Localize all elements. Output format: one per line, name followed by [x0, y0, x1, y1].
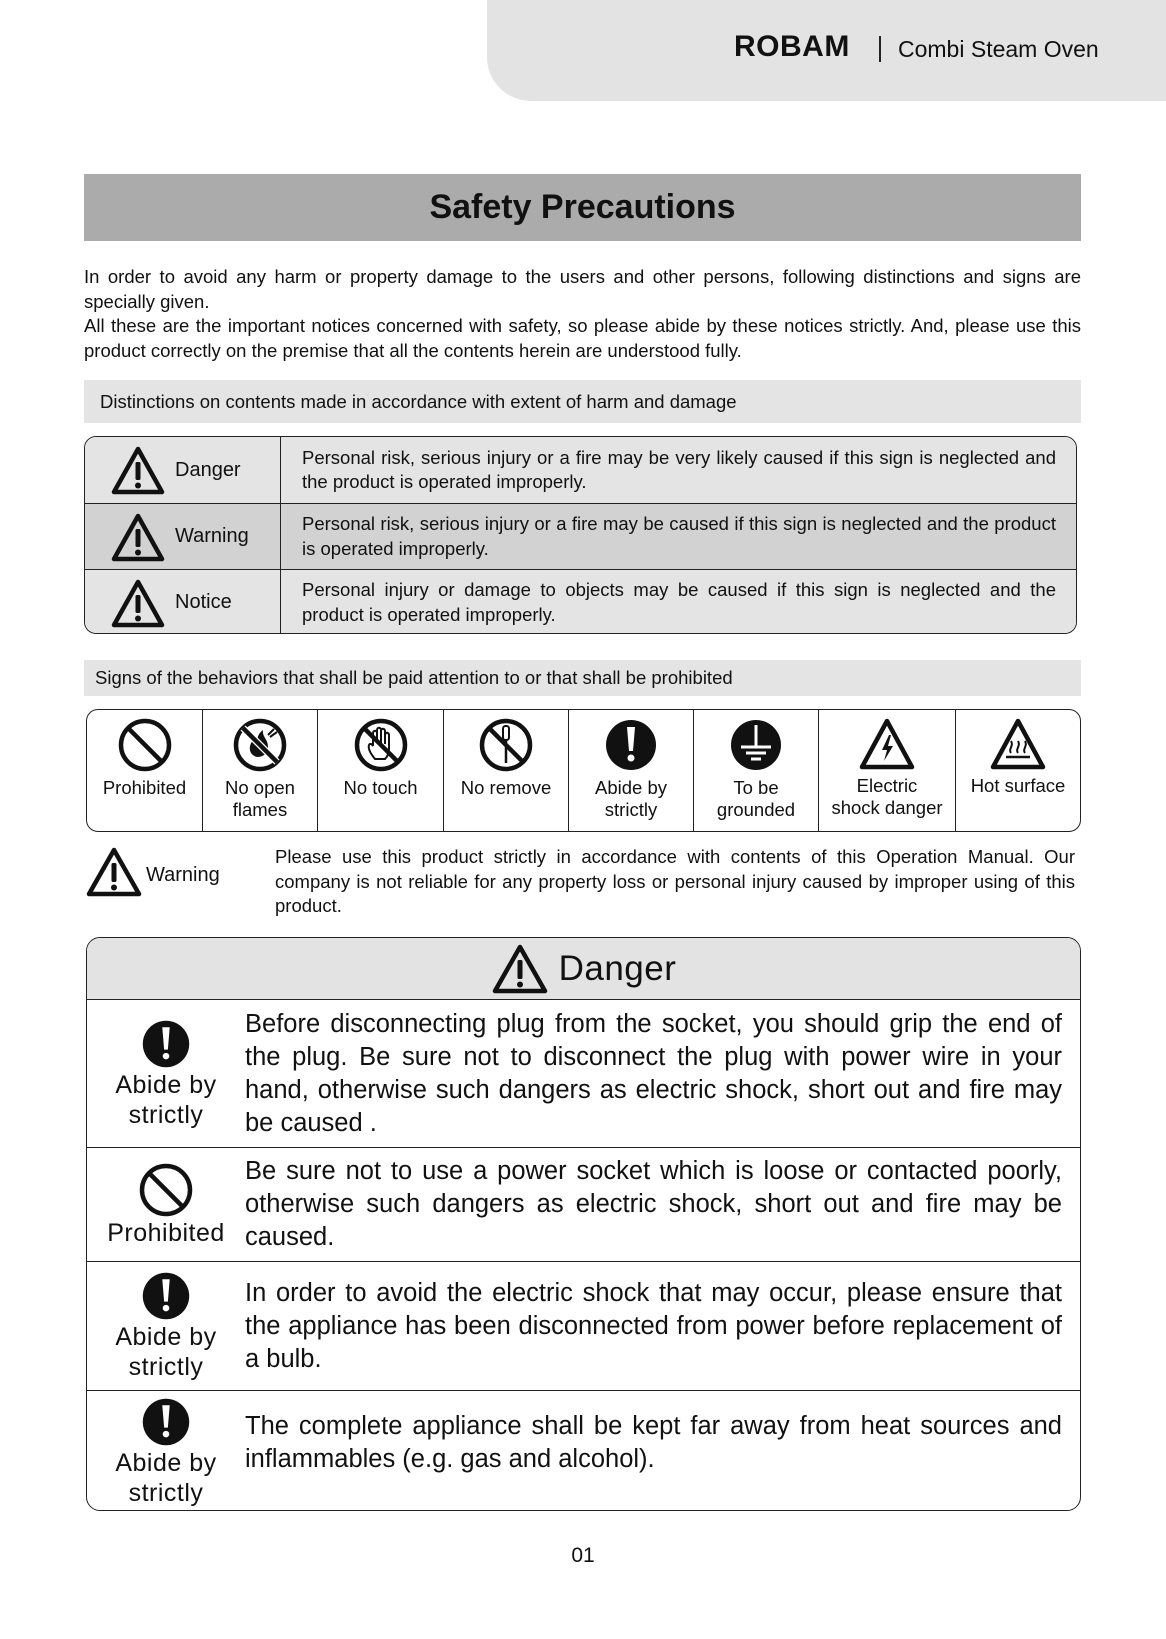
danger-row-text: Before disconnecting plug from the socket, you should grip the end of the plug. Be sure not to disconnect the plug with power wire in your hand, otherwise such dangers as electric shock, short out and fire may be caused .: [245, 1009, 1062, 1137]
sign-to-be-grounded: [694, 710, 819, 831]
signs-table: [86, 709, 1081, 832]
intro-paragraph-1: In order to avoid any harm or property damage to the users and other persons, following distinctions and signs are specially given.: [84, 266, 1081, 312]
severity-sign: [85, 437, 281, 503]
severity-table: [84, 436, 1077, 634]
prohibited-icon: [138, 1162, 194, 1218]
danger-row-text: In order to avoid the electric shock that may occur, please ensure that the appliance has been disconnected from power before replacement of a bulb.: [245, 1278, 1062, 1373]
electric-shock-icon: [858, 717, 916, 771]
abide-by-strictly-icon: [140, 1018, 192, 1070]
sign-no-remove: [444, 710, 569, 831]
intro-text: [84, 265, 1081, 363]
danger-row-sign: [87, 1262, 245, 1390]
danger-header: [87, 938, 1080, 1000]
no-touch-icon: [353, 717, 409, 773]
danger-row-sign-label: Abide by strictly: [115, 1448, 217, 1507]
sign-label: Abide by strictly: [595, 777, 667, 820]
product-name: Combi Steam Oven: [898, 36, 1099, 62]
severity-description: Personal injury or damage to objects may be caused if this sign is neglected and the product is operated improperly.: [302, 579, 1056, 625]
sign-hot-surface: [956, 710, 1080, 831]
sign-label: No touch: [343, 777, 418, 798]
danger-row-sign: [87, 1148, 245, 1261]
danger-row: [87, 1261, 1080, 1390]
danger-row-sign-label: Prohibited: [107, 1218, 225, 1247]
warning-triangle-icon: [111, 445, 165, 495]
danger-row-text: Be sure not to use a power socket which is loose or contacted poorly, otherwise such dangers as electric shock, short out and fire may be caused.: [245, 1157, 1062, 1251]
abide-by-strictly-icon: [140, 1270, 192, 1322]
danger-row-sign-label: Abide by strictly: [115, 1070, 217, 1129]
intro-paragraph-2: All these are the important notices concerned with safety, so please abide by these notices strictly. And, please use this product correctly on the premise that all the contents herein are understood fully.: [84, 315, 1081, 361]
warning-triangle-icon: [491, 943, 549, 995]
danger-row: [87, 1000, 1080, 1147]
danger-row: [87, 1390, 1080, 1511]
warning-triangle-icon: [86, 846, 142, 898]
signs-heading: Signs of the behaviors that shall be paid attention to or that shall be prohibited: [84, 660, 1081, 696]
sign-label: Electric shock danger: [831, 775, 943, 818]
danger-row-text: The complete appliance shall be kept far away from heat sources and inflammables (e.g. gas and alcohol).: [245, 1411, 1062, 1473]
hot-surface-icon: [989, 717, 1047, 771]
warning-triangle-icon: [111, 512, 165, 562]
severity-row-warning: [85, 503, 1076, 569]
danger-heading: Danger: [558, 948, 677, 988]
page-number: 01: [571, 1544, 595, 1567]
sign-no-touch: [318, 710, 444, 831]
prohibited-icon: [117, 717, 173, 773]
sign-prohibited: [87, 710, 203, 831]
sign-label: No remove: [460, 777, 552, 798]
severity-row-notice: [85, 569, 1076, 634]
sign-label: Prohibited: [102, 777, 187, 798]
severity-row-danger: [85, 437, 1076, 503]
warning-note-text: Please use this product strictly in accordance with contents of this Operation Manual. Our company is not reliable for any property loss or personal injury caused by improper using of this product.: [275, 846, 1075, 916]
danger-table: [86, 937, 1081, 1511]
severity-label: Warning: [175, 525, 249, 547]
sign-electric-shock-danger: [819, 710, 956, 831]
header-divider: [879, 36, 881, 62]
danger-row-sign: [87, 1000, 245, 1147]
sign-label: Hot surface: [970, 775, 1066, 796]
warning-triangle-icon: [111, 578, 165, 628]
brand-logo: ROBAM: [734, 30, 850, 63]
sign-no-open-flames: [203, 710, 318, 831]
severity-description: Personal risk, serious injury or a fire may be very likely caused if this sign is neglected and the product is operated improperly.: [302, 446, 1056, 492]
no-open-flames-icon: [232, 717, 288, 773]
page-title: Safety Precautions: [429, 188, 736, 226]
danger-row: [87, 1147, 1080, 1261]
abide-by-strictly-icon: [140, 1396, 192, 1448]
danger-row-sign-label: Abide by strictly: [115, 1323, 217, 1381]
danger-row-sign: [87, 1391, 245, 1511]
abide-by-strictly-icon: [603, 717, 659, 773]
sign-label: To be grounded: [716, 777, 796, 820]
title-bar: [84, 174, 1081, 241]
distinctions-heading: Distinctions on contents made in accordance with extent of harm and damage: [84, 380, 1081, 423]
sign-abide-by-strictly: [569, 710, 694, 831]
severity-sign: [85, 570, 281, 634]
severity-label: Danger: [175, 458, 241, 481]
no-remove-icon: [478, 717, 534, 773]
severity-sign: [85, 504, 281, 569]
severity-label: Notice: [175, 591, 232, 613]
warning-note-label: Warning: [146, 864, 220, 886]
severity-description: Personal risk, serious injury or a fire may be caused if this sign is neglected and the product is operated improperly.: [302, 513, 1056, 559]
sign-label: No open flames: [225, 777, 295, 820]
grounding-icon: [728, 717, 784, 773]
